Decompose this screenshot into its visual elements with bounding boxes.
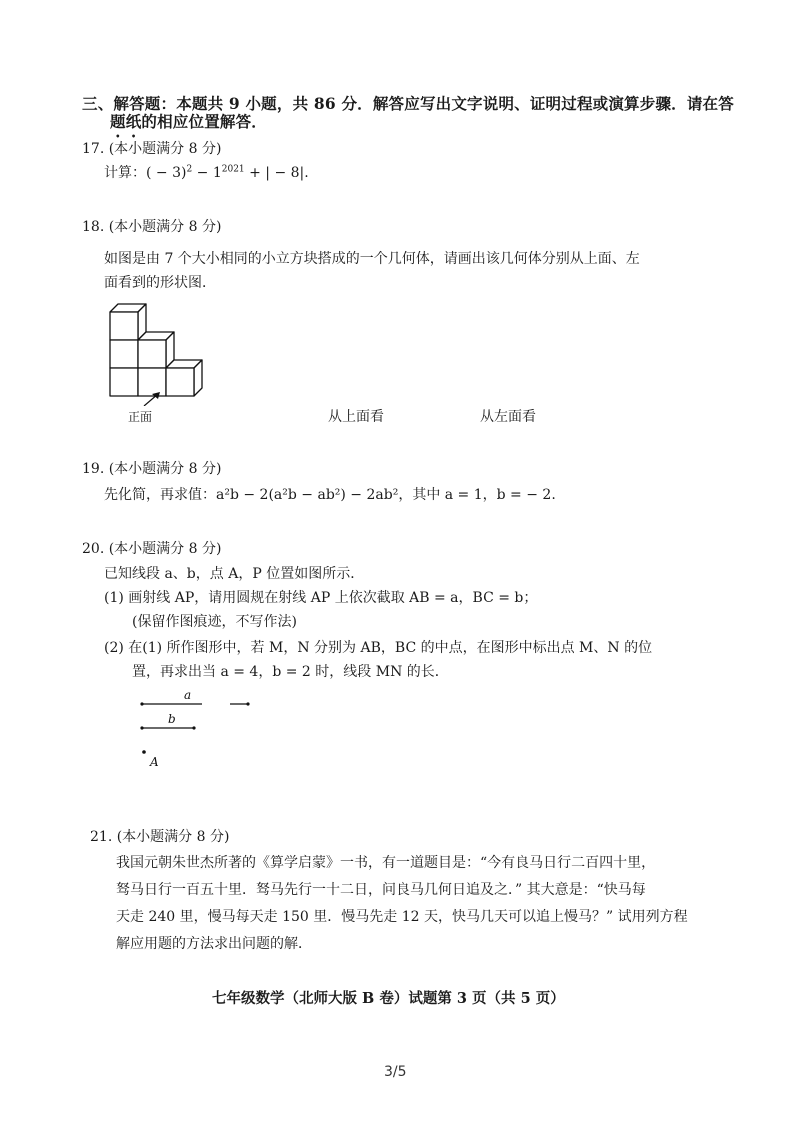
segments-figure (136, 684, 266, 774)
q20-part1: (1) 画射线 AP，请用圆规在射线 AP 上依次截取 AB = a，BC = b； (104, 590, 538, 606)
front-label: 正面 (128, 410, 153, 424)
q20-part2-line1: (2) 在(1) 所作图形中，若 M，N 分别为 AB，BC 的中点，在图形中标出点 M、N 的位 (104, 640, 653, 656)
page-indicator: 3/5 (384, 1064, 407, 1080)
q19-text: 先化简，再求值：a²b − 2(a²b − ab²) − 2ab²，其中 a = 1，b = − 2. (104, 487, 556, 503)
section-title-rest: 的相应位置解答． (141, 112, 268, 131)
section-title-cont (110, 110, 267, 141)
q18-text-1: 如图是由 7 个大小相同的小立方块搭成的一个几何体，请画出该几何体分别从上面、左 (104, 251, 640, 267)
q21-text-4: 解应用题的方法求出问题的解． (116, 936, 312, 952)
q21-header: 21. (本小题满分 8 分) (90, 829, 230, 845)
q17-header: 17. (本小题满分 8 分) (82, 141, 222, 157)
emphasized-text: 题纸 (110, 112, 142, 131)
q19-header: 19. (本小题满分 8 分) (82, 461, 222, 477)
q18-text-2: 面看到的形状图． (104, 275, 216, 291)
label-b: b (168, 712, 176, 726)
q20-text-1: 已知线段 a、b，点 A，P 位置如图所示． (104, 566, 365, 582)
q21-text-3: 天走 240 里，慢马每天走 150 里．慢马先走 12 天，快马几天可以追上慢马？” 试用列方程 (116, 909, 688, 925)
point-a (142, 750, 146, 754)
q20-header: 20. (本小题满分 8 分) (82, 541, 222, 557)
q17-prefix: 计算：( − 3) (104, 165, 187, 181)
label-point-a: A (150, 755, 159, 769)
section-title: 三、解答题：本题共 9 小题，共 86 分．解答应写出文字说明、证明过程或演算步骤．请在答 (82, 94, 734, 113)
left-view-label: 从左面看 (480, 409, 536, 425)
q17-exponent-2: 2021 (221, 164, 245, 175)
cube-figure (104, 294, 224, 406)
q20-part2-line2: 置，再求出当 a = 4，b = 2 时，线段 MN 的长． (132, 664, 449, 680)
q17-exponent-1: 2 (186, 164, 193, 175)
q20-part1-note: (保留作图痕迹，不写作法) (132, 614, 297, 630)
q18-header: 18. (本小题满分 8 分) (82, 219, 222, 235)
q21-text-1: 我国元朝朱世杰所著的《算学启蒙》一书，有一道题目是：“今有良马日行二百四十里， (116, 855, 656, 871)
page-footer: 七年级数学（北师大版 B 卷）试题第 3 页（共 5 页） (212, 990, 565, 1007)
q17-expression (104, 162, 309, 182)
q21-text-2: 驽马日行一百五十里．驽马先行一十二日，问良马几何日追及之．” 其大意是：“快马每 (116, 882, 646, 898)
q17-mid: − 1 (192, 165, 222, 181)
top-view-label: 从上面看 (328, 409, 384, 425)
label-a: a (184, 688, 192, 702)
q17-suffix: + | − 8|. (244, 165, 309, 181)
